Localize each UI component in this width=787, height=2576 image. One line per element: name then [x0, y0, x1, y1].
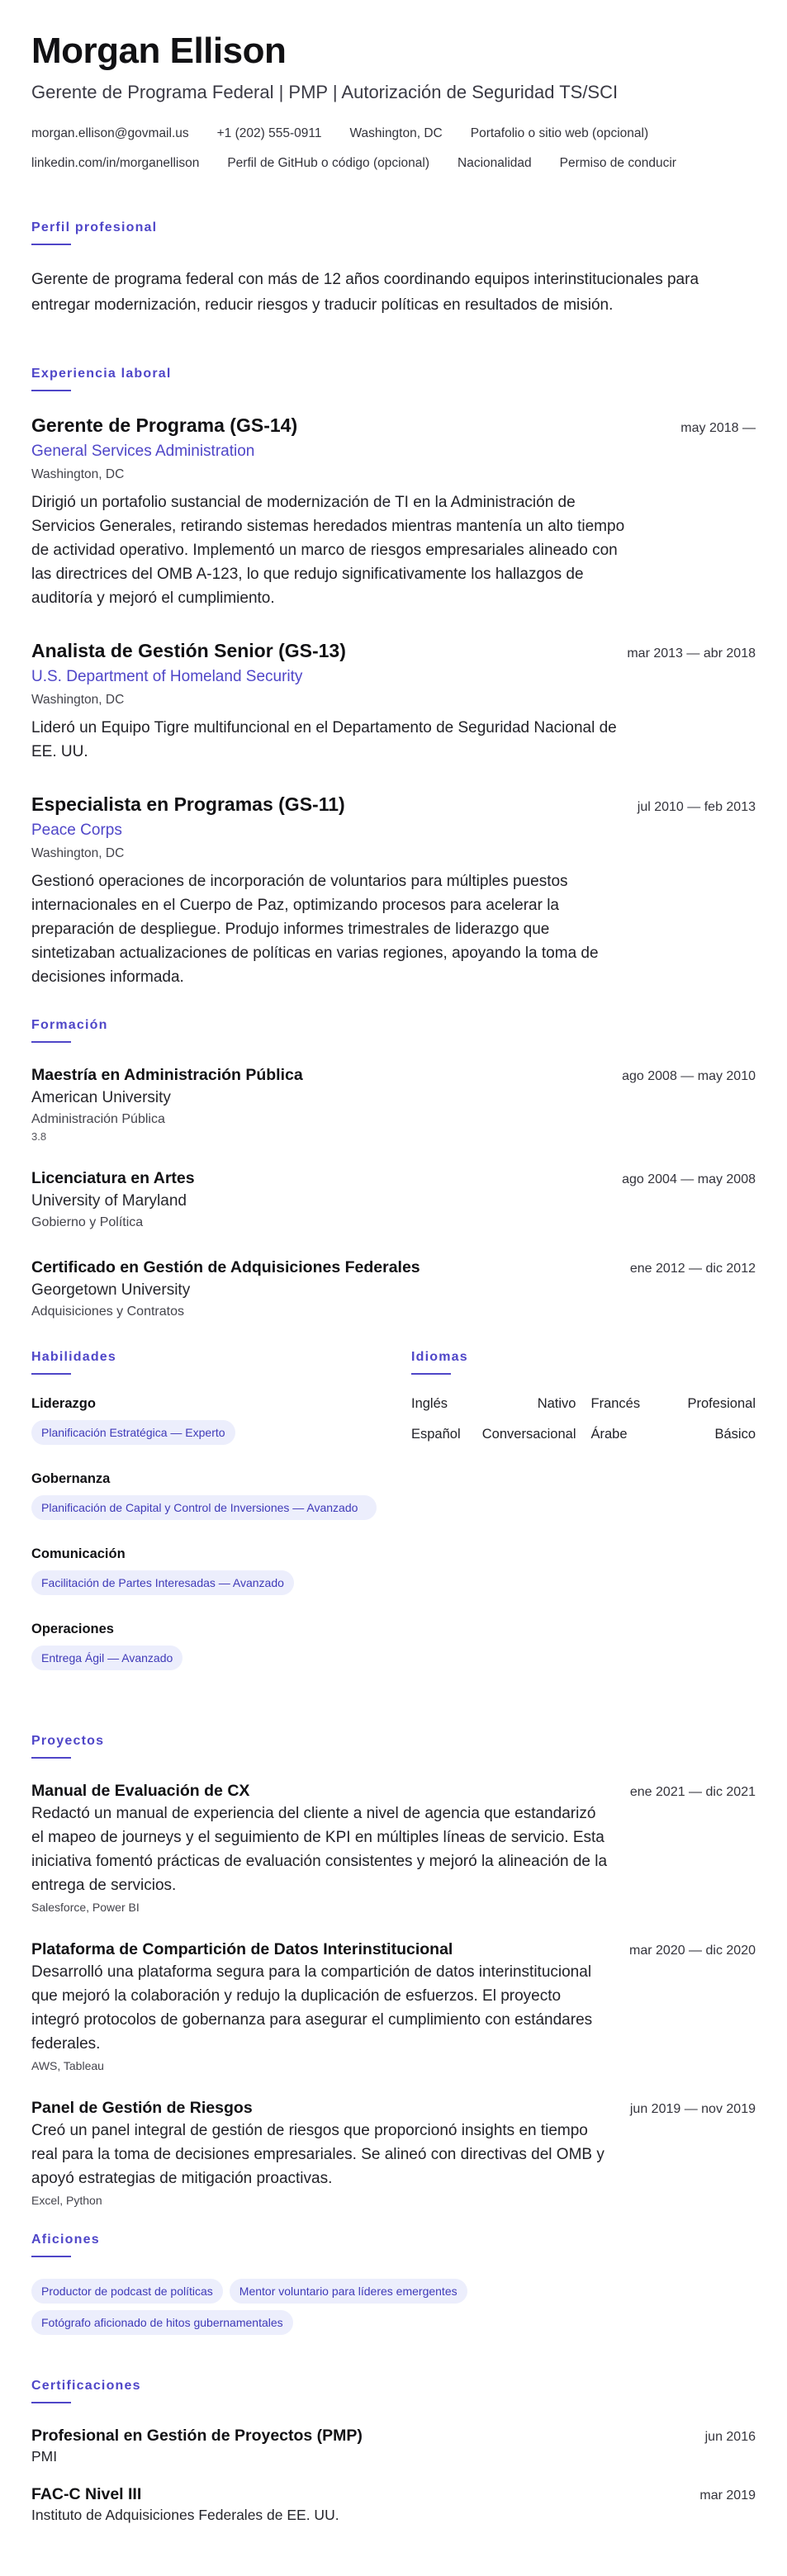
certification-issuer: PMI: [31, 2448, 58, 2465]
section-rule: [411, 1373, 451, 1375]
summary-section: [31, 220, 756, 318]
school-name: Georgetown University: [31, 1281, 191, 1299]
school-name: American University: [31, 1089, 171, 1106]
hobby-chip: Fotógrafo aficionado de hitos gubernamentales: [31, 2310, 293, 2335]
language-level: Básico: [714, 1427, 756, 1442]
job-date: may 2018 —: [680, 421, 756, 435]
projects-section: [31, 1733, 756, 2207]
project-date: mar 2020 — dic 2020: [629, 1944, 756, 1958]
project-date: ene 2021 — dic 2021: [629, 1785, 756, 1799]
certification-issuer: Instituto de Adquisiciones Federales de EE. UU.: [31, 2507, 339, 2523]
language-name: Español: [411, 1427, 461, 1442]
hobby-chip: Mentor voluntario para líderes emergentes: [230, 2279, 467, 2304]
contact-phone[interactable]: +1 (202) 555-0911: [216, 126, 322, 140]
project-entry: [31, 1780, 756, 1914]
skills-section: [31, 1349, 378, 1697]
skill-chip: Entrega Ágil — Avanzado: [31, 1646, 183, 1670]
contact-github[interactable]: Perfil de GitHub o código (opcional): [227, 156, 430, 170]
experience-section: [31, 366, 756, 989]
degree-date: ago 2008 — may 2010: [622, 1069, 756, 1083]
job-location: Washington, DC: [31, 693, 125, 707]
job-description: Dirigió un portafolio sustancial de modernización de TI en la Administración de Servicios Generales, retirando sistemas heredados mientras mantenía un alto tiempo de actividad operativo. Implementó un marco de riesgos empresariales alineado con las directrices del OMB A-123, lo que redujo significativamente los hallazgos de auditoría y mejoró el cumplimiento.: [31, 494, 625, 607]
section-title-certifications: Certificaciones: [31, 2379, 141, 2393]
skill-group: [31, 1396, 378, 1451]
section-title-education: Formación: [31, 1018, 108, 1032]
summary-text: Gerente de programa federal con más de 12 años coordinando equipos interinstitucionales para entregar modernización, reducir riesgos y traducir políticas en resultados de misión.: [31, 271, 699, 314]
section-rule: [31, 244, 71, 245]
section-rule: [31, 2256, 71, 2257]
project-entry: [31, 2097, 756, 2207]
skill-group-name: Operaciones: [31, 1622, 114, 1636]
skill-group: [31, 1622, 378, 1677]
language-level: Nativo: [537, 1396, 576, 1411]
language-name: Inglés: [411, 1396, 448, 1411]
contact-portfolio[interactable]: Portafolio o sitio web (opcional): [470, 126, 649, 140]
project-technologies: Excel, Python: [31, 2194, 102, 2207]
resume-header: [31, 30, 756, 172]
section-title-experience: Experiencia laboral: [31, 367, 172, 381]
skill-chip: Facilitación de Partes Interesadas — Avanzado: [31, 1570, 294, 1595]
experience-entry: [31, 413, 756, 610]
skill-group-name: Comunicación: [31, 1546, 126, 1561]
section-title-skills: Habilidades: [31, 1350, 117, 1364]
certification-date: mar 2019: [699, 2488, 756, 2503]
language-level: Profesional: [687, 1396, 756, 1411]
skill-chip: Planificación de Capital y Control de Inversiones — Avanzado: [31, 1495, 377, 1520]
language-name: Árabe: [590, 1427, 628, 1442]
skill-group-name: Gobernanza: [31, 1471, 111, 1486]
hobby-chip: Productor de podcast de políticas: [31, 2279, 223, 2304]
project-title: Plataforma de Compartición de Datos Interinstitucional: [31, 1940, 453, 1958]
hobby-chip-list: [31, 2279, 756, 2342]
language-item: [411, 1396, 576, 1412]
job-organization: General Services Administration: [31, 443, 255, 460]
experience-entry: [31, 638, 756, 764]
language-item: [411, 1427, 576, 1442]
project-title: Manual de Evaluación de CX: [31, 1782, 250, 1800]
language-level: Conversacional: [481, 1427, 576, 1442]
job-organization: Peace Corps: [31, 822, 122, 839]
field-of-study: Gobierno y Política: [31, 1215, 144, 1229]
skill-chip: Planificación Estratégica — Experto: [31, 1420, 235, 1445]
section-title-languages: Idiomas: [411, 1350, 468, 1364]
job-organization: U.S. Department of Homeland Security: [31, 668, 303, 685]
section-rule: [31, 1041, 71, 1043]
job-date: jul 2010 — feb 2013: [637, 800, 756, 814]
project-date: jun 2019 — nov 2019: [629, 2102, 756, 2116]
degree-title: Licenciatura en Artes: [31, 1169, 195, 1187]
language-item: [591, 1427, 756, 1442]
language-grid: [411, 1396, 756, 1442]
school-name: University of Maryland: [31, 1192, 187, 1210]
certification-entry: [31, 2484, 756, 2524]
contact-location: Washington, DC: [349, 126, 443, 140]
project-description: Desarrolló una plataforma segura para la compartición de datos interinstitucional que mejoró la colaboración y redujo la duplicación de esfuerzos. El proyecto integró protocolos de gobernanza para asegurar el cumplimiento con estándares federales.: [31, 1963, 593, 2053]
job-date: mar 2013 — abr 2018: [627, 646, 756, 661]
section-rule: [31, 2402, 71, 2403]
skill-group: [31, 1546, 378, 1602]
job-description: Gestionó operaciones de incorporación de voluntarios para múltiples puestos internacionales en el Cuerpo de Paz, optimizando procesos para acelerar la preparación de despliegue. Produjo informes trimestrales de liderazgo que sintetizaban actualizaciones de políticas en varias regiones, apoyando la toma de decisiones informada.: [31, 873, 599, 986]
certification-title: Profesional en Gestión de Proyectos (PMP): [31, 2427, 363, 2445]
education-entry: [31, 1167, 756, 1232]
job-title: Gerente de Programa (GS-14): [31, 414, 298, 436]
experience-entry: [31, 792, 756, 989]
project-description: Creó un panel integral de gestión de riesgos que proporcionó insights en tiempo real para la toma de decisiones empresariales. Se alineó con directivas del OMB y apoyó estrategias de mitigación proactivas.: [31, 2122, 604, 2187]
skills-languages-row: [31, 1349, 756, 1697]
job-title: Analista de Gestión Senior (GS-13): [31, 640, 346, 661]
degree-title: Certificado en Gestión de Adquisiciones Federales: [31, 1258, 420, 1276]
project-technologies: AWS, Tableau: [31, 2059, 104, 2072]
project-title: Panel de Gestión de Riesgos: [31, 2099, 253, 2117]
contact-email[interactable]: morgan.ellison@govmail.us: [31, 126, 189, 140]
education-section: [31, 1017, 756, 1321]
section-rule: [31, 1757, 71, 1759]
field-of-study: Administración Pública: [31, 1112, 165, 1126]
job-title: Especialista en Programas (GS-11): [31, 793, 345, 815]
certification-title: FAC-C Nivel III: [31, 2485, 142, 2503]
language-item: [591, 1396, 756, 1412]
contact-driving-license: Permiso de conducir: [559, 156, 676, 170]
certifications-section: [31, 2378, 756, 2524]
section-title-summary: Perfil profesional: [31, 220, 158, 234]
project-technologies: Salesforce, Power BI: [31, 1901, 140, 1914]
contact-linkedin[interactable]: linkedin.com/in/morganellison: [31, 156, 200, 170]
job-description: Lideró un Equipo Tigre multifuncional en el Departamento de Seguridad Nacional de EE. UU.: [31, 719, 617, 760]
job-location: Washington, DC: [31, 846, 125, 860]
section-rule: [31, 390, 71, 391]
certification-date: jun 2016: [704, 2430, 756, 2444]
section-rule: [31, 1373, 71, 1375]
field-of-study: Adquisiciones y Contratos: [31, 1305, 184, 1319]
language-name: Francés: [590, 1396, 641, 1411]
degree-date: ene 2012 — dic 2012: [629, 1262, 756, 1276]
skill-group-name: Liderazgo: [31, 1396, 96, 1411]
section-title-projects: Proyectos: [31, 1734, 105, 1748]
certification-entry: [31, 2425, 756, 2465]
languages-section: [411, 1349, 756, 1697]
candidate-headline: Gerente de Programa Federal | PMP | Autorización de Seguridad TS/SCI: [31, 82, 619, 102]
section-title-hobbies: Aficiones: [31, 2233, 100, 2247]
job-location: Washington, DC: [31, 467, 125, 481]
gpa-value: 3.8: [31, 1130, 47, 1143]
contact-nationality: Nacionalidad: [458, 156, 532, 170]
skill-group: [31, 1471, 378, 1527]
education-entry: [31, 1257, 756, 1321]
education-entry: [31, 1064, 756, 1143]
degree-title: Maestría en Administración Pública: [31, 1066, 303, 1084]
hobbies-section: [31, 2232, 756, 2342]
candidate-name: Morgan Ellison: [31, 31, 287, 71]
project-entry: [31, 1939, 756, 2072]
degree-date: ago 2004 — may 2008: [622, 1172, 756, 1186]
project-description: Redactó un manual de experiencia del cliente a nivel de agencia que estandarizó el mapeo de journeys y el seguimiento de KPI en múltiples líneas de servicio. Esta iniciativa fomentó prácticas de evaluación consistentes y mejoró la alineación de la entrega de servicios.: [31, 1805, 608, 1894]
contact-list: [31, 125, 756, 172]
